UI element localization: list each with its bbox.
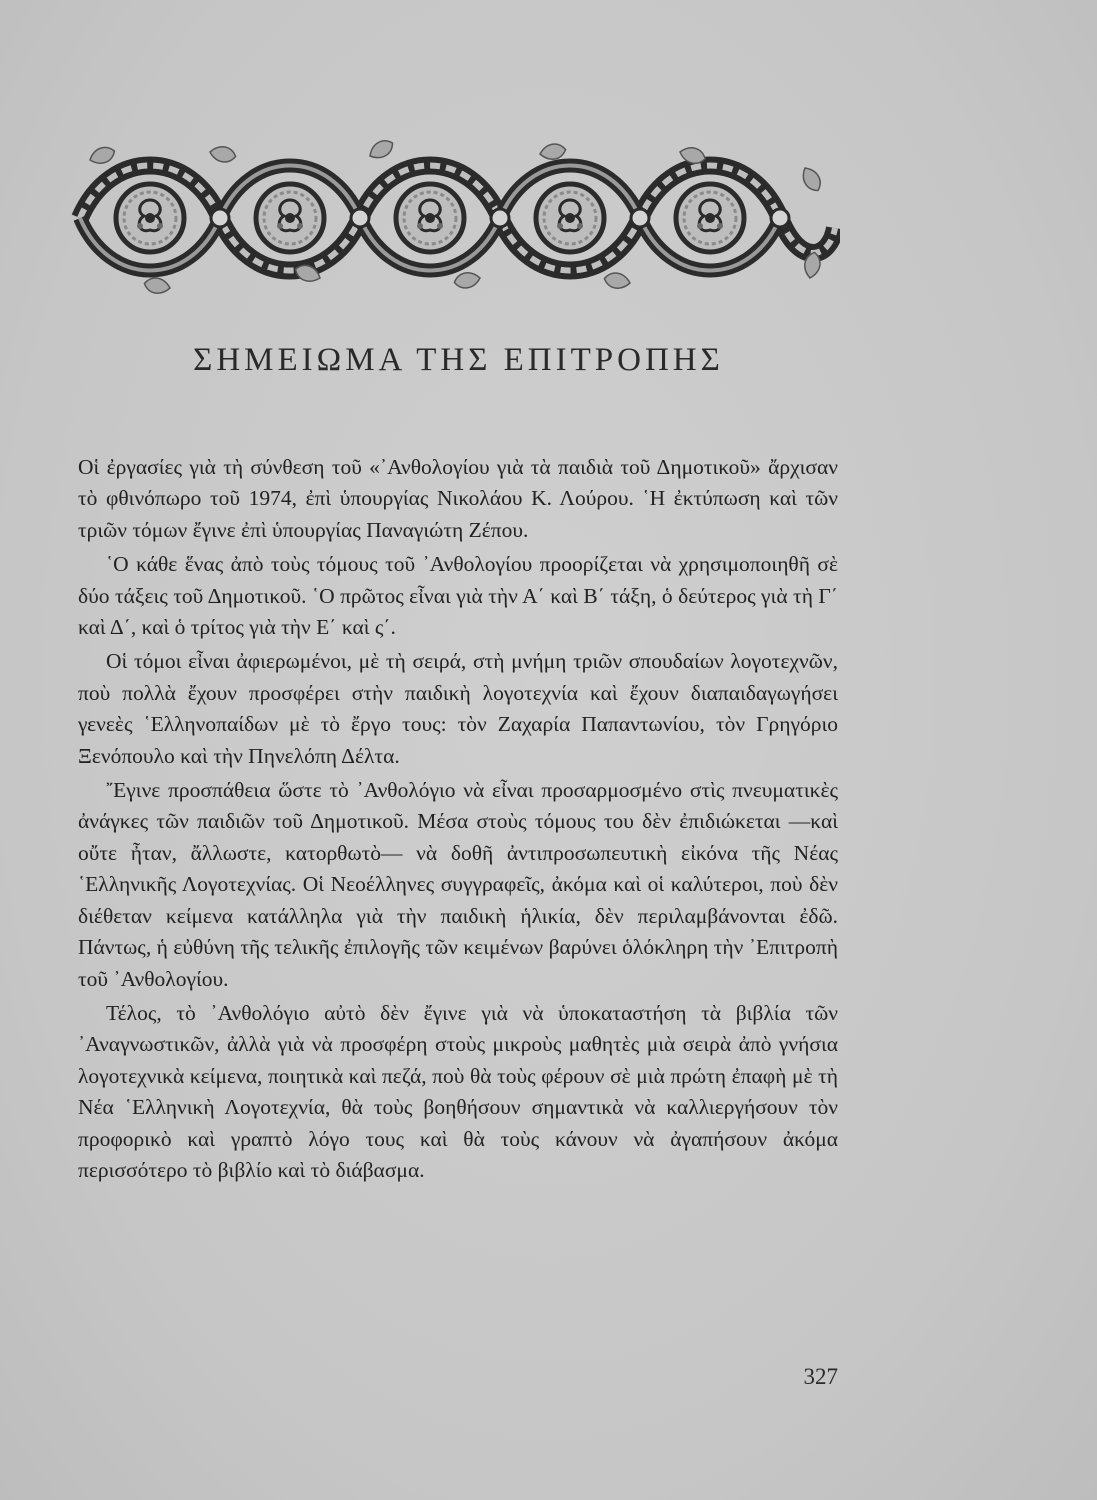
- document-body: [78, 452, 838, 1189]
- paragraph-5: Τέλος, τὸ ᾿Ανθολόγιο αὐτὸ δὲν ἔγινε γιὰ νὰ ὑποκαταστήση τὰ βιβλία τῶν ᾿Αναγνωστικῶν, ἀλλὰ γιὰ νὰ προσφέρη στοὺς μικροὺς μαθητὲς μιὰ σειρὰ ἀπὸ γνήσια λογοτεχνικὰ κείμενα, ποιητικὰ καὶ πεζά, ποὺ θὰ τοὺς φέρουν σὲ μιὰ πρώτη ἐπαφὴ μὲ τὴ Νέα ῾Ελληνικὴ Λογοτεχνία, θὰ τοὺς βοηθήσουν σημαντικὰ νὰ καλλιεργήσουν τὸν προφορικὸ καὶ γραπτὸ λόγο τους καὶ θὰ τοὺς κάνουν νὰ ἀγαπήσουν ἀκόμα περισσότερο τὸ βιβλίο καὶ τὸ διάβασμα.: [78, 1000, 838, 1182]
- paragraph-1: Οἱ ἐργασίες γιὰ τὴ σύνθεση τοῦ «᾿Ανθολογίου γιὰ τὰ παιδιὰ τοῦ Δημοτικοῦ» ἄρχισαν τὸ φθινόπωρο τοῦ 1974, ἐπὶ ὑπουργίας Νικολάου Κ. Λούρου. ῾Η ἐκτύπωση καὶ τῶν τριῶν τόμων ἔγινε ἐπὶ ὑπουργίας Παναγιώτη Ζέπου.: [78, 455, 838, 542]
- paragraph-3: Οἱ τόμοι εἶναι ἀφιερωμένοι, μὲ τὴ σειρά, στὴ μνήμη τριῶν σπουδαίων λογοτεχνῶν, ποὺ πολλὰ ἔχουν προσφέρει στὴν παιδικὴ λογοτεχνία καὶ ἔχουν διαπαιδαγωγήσει γενεὲς ῾Ελληνοπαίδων μὲ τὸ ἔργο τους: τὸν Ζαχαρία Παπαντωνίου, τὸν Γρηγόριο Ξενόπουλο καὶ τὴν Πηνελόπη Δέλτα.: [78, 649, 838, 768]
- page-number: 327: [803, 1364, 838, 1389]
- page-title: ΣΗΜΕΙΩΜΑ ΤΗΣ ΕΠΙΤΡΟΠΗΣ: [193, 342, 724, 378]
- ornamental-vine-border-icon: [70, 138, 840, 298]
- paragraph-2: ῾Ο κάθε ἕνας ἀπὸ τοὺς τόμους τοῦ ᾿Ανθολογίου προορίζεται νὰ χρησιμοποιηθῆ σὲ δύο τάξεις τοῦ Δημοτικοῦ. ῾Ο πρῶτος εἶναι γιὰ τὴν Α΄ καὶ Β΄ τάξη, ὁ δεύτερος γιὰ τὴ Γ΄ καὶ Δ΄, καὶ ὁ τρίτος γιὰ τὴν Ε΄ καὶ ς΄.: [78, 552, 838, 640]
- paragraph-4: ῎Εγινε προσπάθεια ὥστε τὸ ᾿Ανθολόγιο νὰ εἶναι προσαρμοσμένο στὶς πνευματικὲς ἀνάγκες τῶν παιδιῶν τοῦ Δημοτικοῦ. Μέσα στοὺς τόμους του δὲν ἐπιδιώκεται —καὶ οὔτε ἦταν, ἄλλωστε, κατορθωτὸ— νὰ δοθῆ ἀντιπροσωπευτικὴ εἰκόνα τῆς Νέας ῾Ελληνικῆς Λογοτεχνίας. Οἱ Νεοέλληνες συγγραφεῖς, ἀκόμα καὶ οἱ καλύτεροι, ποὺ δὲν διέθεταν κείμενα κατάλληλα γιὰ τὴν παιδικὴ ἡλικία, δὲν περιλαμβάνονται ἐδῶ. Πάντως, ἡ εὐθύνη τῆς τελικῆς ἐπιλογῆς τῶν κειμένων βαρύνει ὁλόκληρη τὴν ᾿Επιτροπὴ τοῦ ᾿Ανθολογίου.: [78, 778, 838, 991]
